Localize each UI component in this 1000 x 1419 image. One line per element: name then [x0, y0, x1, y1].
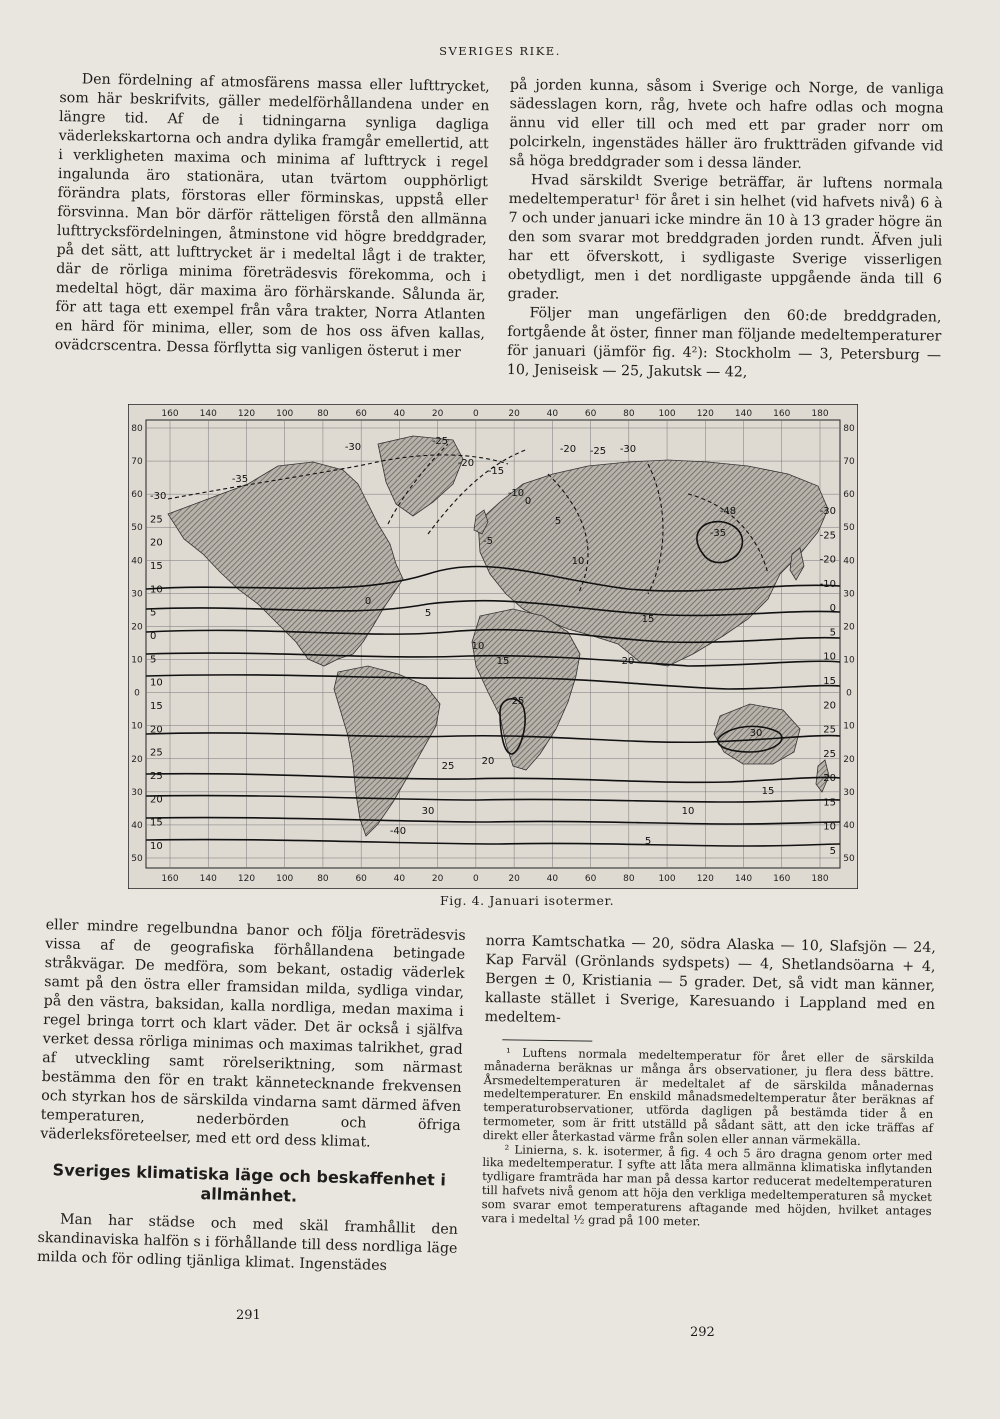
latitude-label: 40: [131, 556, 143, 567]
isotherm-value-label: -48: [719, 506, 737, 517]
longitude-label: 160: [161, 409, 179, 419]
longitude-label: 80: [317, 874, 329, 884]
latitude-label: 10: [843, 655, 855, 666]
longitude-label: 140: [199, 409, 217, 419]
isotherm-value-label: 20: [621, 656, 635, 667]
isotherm-value-label: 10: [571, 556, 585, 567]
isotherm-map-figure: [128, 404, 858, 889]
longitude-label: 100: [658, 874, 676, 884]
isotherm-value-label: 25: [823, 724, 836, 736]
isotherm-value-label: 5: [150, 654, 157, 666]
isotherm-value-label: -25: [819, 530, 836, 542]
isotherm-value-label: 30: [749, 728, 763, 739]
isotherm-value-label: 5: [554, 516, 562, 527]
isotherm-value-label: 15: [150, 561, 163, 572]
paragraph: norra Kamtschatka — 20, södra Alaska — 10, Slafsjön — 24, Kap Farväl (Grönlands sydspets) — 4, Shetlandsöarna + 4, Bergen ± 0, Kristiania — 5 grader. Det, så vidt man känner, kallaste stället i Sverige, Karesuando i Lappland med en medeltem-: [484, 932, 936, 1027]
isotherm-value-label: -35: [709, 528, 727, 539]
isotherm-value-label: 20: [150, 794, 163, 806]
latitude-label: 50: [843, 854, 855, 864]
longitude-label: 40: [393, 409, 406, 419]
latitude-label: 30: [843, 787, 855, 798]
isotherm-value-label: -25: [431, 436, 449, 447]
text-column-bottom-right: [481, 932, 936, 1232]
isotherm-value-label: 30: [421, 806, 435, 817]
longitude-label: 100: [276, 409, 294, 419]
longitude-label: 20: [508, 409, 520, 419]
latitude-label: 20: [843, 622, 855, 633]
isotherm-value-label: 15: [761, 786, 775, 797]
latitude-label: 50: [843, 523, 855, 534]
latitude-label: 10: [843, 721, 855, 732]
latitude-label: 70: [131, 457, 143, 468]
isotherm-value-label: 0: [364, 596, 372, 607]
isotherm-value-label: 5: [829, 846, 836, 857]
isotherm-value-label: 15: [150, 701, 163, 712]
paragraph: Den fördelning af atmosfärens massa eller lufttrycket, som här beskrifvits, gäller medelförhållandena under en längre tid. Af de i tidningarna synliga dagliga väderlekskartorna och andra dylika framgår emellertid, att i verkligheten maxima och minima af lufttryck i regel ingalunda äro stationära, utan tvärtom oupphörligt förändra plats, förstoras eller förminskas, uppstå eller försvinna. Man bör därför rätteligen förstå den allmänna lufttrycksfördelningen, åtminstone vid högre breddgrader, på det sätt, att lufttrycket är i medeltal lågt i de trakter, där de rörliga minima företrädesvis förekomma, och i medeltal högt, där maxima äro förhärskande. Sålunda är, för att taga ett exempel från våra trakter, Norra Atlanten en härd för minima, eller, som de hos oss äfven kallas, ovädcrscentra. Dessa förflytta sig vanligen österut i mer: [54, 71, 490, 361]
longitude-label: 60: [584, 409, 597, 419]
isotherm-value-label: 5: [150, 607, 157, 619]
isotherm-value-label: 15: [641, 614, 655, 625]
isotherm-value-label: 10: [823, 821, 836, 833]
isotherm-value-label: -10: [819, 578, 836, 590]
isotherm-value-label: 0: [150, 631, 157, 642]
isotherm-value-label: 5: [424, 608, 432, 619]
latitude-label: 70: [843, 457, 855, 468]
isotherm-value-label: 25: [150, 771, 163, 782]
isotherm-value-label: 25: [511, 696, 525, 707]
longitude-label: 80: [317, 409, 329, 419]
paragraph: Man har städse och med skäl framhållit den skandinaviska halfön s i förhållande till dess nordliga läge milda och för odling tjänliga klimat. Ingenstädes: [36, 1211, 459, 1275]
longitude-label: 140: [734, 874, 753, 884]
isotherm-value-label: -35: [231, 474, 249, 485]
isotherm-value-label: 0: [524, 496, 532, 507]
isotherm-value-label: -40: [389, 826, 407, 837]
isotherm-value-label: 0: [829, 603, 836, 615]
isotherm-value-label: 25: [441, 761, 455, 772]
isotherm-value-label: 10: [681, 806, 695, 817]
isotherm-value-label: 15: [150, 817, 163, 829]
latitude-label: 20: [843, 754, 855, 765]
longitude-label: 120: [696, 874, 714, 884]
latitude-label: 0: [846, 688, 852, 699]
paragraph: eller mindre regelbundna banor och följa företrädesvis vissa af de geografiska förhållandena betingade stråkvägar. De medföra, som bekant, ostadig väderlek samt på den östra eller framsidan milda, sydliga vindar, på den västra, baksidan, kalla nordliga, medan maxima i regel bringa torrt och klart väder. Det är också i själfva verket dessa rörliga minimas och maximas talrikhet, grad af utveckling samt rörelseriktning, som närmast bestämma den för en trakt kännetecknande frekvensen och styrkan hos de särskilda vindarna samt därmed äfven temperaturen, nederbörden och öfriga väderleksföreteelser, med ett ord dess klimat.: [40, 916, 466, 1151]
world-map: [128, 404, 858, 889]
footnote-rule: [502, 1039, 592, 1041]
longitude-label: 120: [237, 874, 256, 884]
isotherm-value-label: 10: [471, 641, 485, 652]
latitude-label: 40: [843, 556, 855, 567]
latitude-label: 30: [131, 787, 143, 798]
isotherm-value-label: -30: [344, 442, 362, 453]
latitude-label: 50: [131, 854, 143, 864]
longitude-label: 100: [658, 409, 676, 419]
longitude-label: 60: [584, 874, 597, 884]
isotherm-value-label: -25: [589, 446, 607, 457]
paragraph: på jorden kunna, såsom i Sverige och Norge, de vanliga sädesslagen korn, råg, hvete och hafre odlas och mogna ännu vid eller till och med ett par grader norr om polcirkeln, ingenstädes häller äro fruktträden gifvande vid så höga breddgrader som i dessa länder.: [509, 76, 944, 173]
text-column-bottom-left: [37, 916, 466, 1278]
latitude-label: 30: [843, 589, 855, 600]
longitude-label: 160: [773, 409, 791, 419]
footnote: ² Linierna, s. k. isotermer, å fig. 4 och 5 äro dragna genom orter med lika medeltemperatur. I syfte att låta mera allmänna klimatiska inflytanden tydligare framträda har man på dessa kartor reducerat medeltemperaturen till hafvets nivå genom att höja den verkliga medeltemperaturen så mycket som svarar emot temperaturens aftagande med höjden, hvilket antages vara i medeltal ½ grad på 100 meter.: [481, 1141, 933, 1228]
isotherm-value-label: -30: [150, 491, 167, 502]
longitude-label: 60: [355, 409, 367, 419]
longitude-label: 160: [161, 874, 179, 884]
latitude-label: 10: [131, 655, 143, 666]
longitude-label: 0: [473, 409, 479, 419]
latitude-label: 0: [134, 688, 140, 699]
isotherm-value-label: 10: [150, 677, 163, 689]
isotherm-value-label: 25: [150, 514, 163, 526]
longitude-label: 120: [237, 409, 256, 419]
isotherm-value-label: 10: [150, 841, 163, 852]
latitude-label: 30: [131, 589, 143, 600]
running-head: SVERIGES RIKE.: [439, 44, 561, 58]
text-column-top-left: [55, 70, 490, 363]
longitude-label: 120: [696, 409, 714, 419]
latitude-label: 60: [131, 490, 143, 501]
longitude-label: 80: [623, 409, 635, 419]
isotherm-value-label: 5: [829, 627, 836, 639]
figure-caption: Fig. 4. Januari isotermer.: [440, 893, 615, 908]
longitude-label: 180: [811, 874, 829, 884]
longitude-label: 20: [431, 874, 444, 884]
longitude-label: 40: [393, 874, 406, 884]
isotherm-value-label: -20: [457, 458, 475, 469]
isotherm-value-label: 25: [823, 748, 836, 760]
isotherm-value-label: -20: [819, 554, 836, 566]
latitude-label: 40: [843, 820, 855, 831]
latitude-label: 80: [843, 424, 855, 434]
page-number-right: 292: [690, 1325, 715, 1340]
latitude-label: 20: [131, 754, 143, 765]
longitude-label: 140: [199, 874, 217, 884]
isotherm-value-label: 15: [823, 676, 836, 687]
isotherm-value-label: 20: [150, 537, 163, 549]
isotherm-value-label: 25: [150, 747, 163, 759]
paragraph: Hvad särskildt Sverige beträffar, är luftens normala medeltemperatur¹ för året i sin helhet (vid hafvets nivå) 6 à 7 och under januari icke mindre än 10 à 13 grader högre än den som svarar mot breddgraden jorden rundt. Äfven juli har ett öfverskott, i sydligaste Sverige visserligen obetydligt, men i det nordligaste uppgående ända till 6 grader.: [507, 172, 943, 303]
isotherm-value-label: -5: [483, 536, 493, 547]
isotherm-value-label: 20: [823, 700, 836, 712]
isotherm-value-label: -30: [619, 444, 637, 455]
isotherm-value-label: 5: [644, 836, 652, 847]
latitude-label: 50: [131, 523, 143, 534]
isotherm-value-label: -20: [559, 444, 577, 455]
text-column-top-right: [507, 76, 944, 385]
longitude-label: 60: [355, 874, 367, 884]
latitude-label: 60: [843, 490, 855, 501]
longitude-label: 80: [623, 874, 635, 884]
latitude-label: 80: [131, 424, 143, 434]
isotherm-value-label: 15: [823, 797, 836, 809]
longitude-label: 20: [508, 874, 520, 884]
page-number-left: 291: [236, 1308, 261, 1323]
isotherm-value-label: 15: [496, 656, 510, 667]
footnote: ¹ Luftens normala medeltemperatur för året eller de särskilda månaderna beräknas ur många års observationer, ju flera dess bättre. Årsmedeltemperaturen är medeltalet af de särskilda månadernas medeltemperaturer. En enskild månadsmedeltemperatur åter beräknas af temperaturobservationer, utförda dagligen på bestämda tider å en termometer, som är fritt utställd på sådant sätt, att den icke träffas af direkt eller återkastad värme från solen eller annan värmekälla.: [482, 1045, 935, 1148]
isotherm-value-label: 10: [823, 651, 836, 663]
latitude-label: 20: [131, 622, 143, 633]
isotherm-value-label: -10: [507, 488, 525, 499]
longitude-label: 40: [546, 409, 559, 419]
paragraph: Följer man ungefärligen den 60:de breddgraden, fortgående åt öster, finner man följande medeltemperaturer för januari (jämför fig. 4²): Stockholm — 3, Petersburg — 10, Jeniseisk — 25, Jakutsk — 42,: [506, 305, 942, 381]
isotherm-value-label: -15: [487, 466, 505, 477]
isotherm-value-label: 20: [823, 773, 836, 785]
isotherm-value-label: -30: [819, 506, 836, 517]
latitude-label: 40: [131, 820, 143, 831]
longitude-label: 180: [811, 409, 829, 419]
longitude-label: 140: [734, 409, 753, 419]
isotherm-value-label: 20: [150, 724, 163, 736]
isotherm-value-label: 10: [150, 584, 163, 596]
longitude-label: 40: [546, 874, 559, 884]
latitude-label: 10: [131, 721, 143, 732]
isotherm-value-label: 20: [481, 756, 495, 767]
longitude-label: 160: [773, 874, 791, 884]
longitude-label: 20: [431, 409, 444, 419]
longitude-label: 100: [276, 874, 294, 884]
section-heading: Sveriges klimatiska läge och beskaffenhet i allmänhet.: [52, 1160, 447, 1206]
longitude-label: 0: [473, 874, 479, 884]
